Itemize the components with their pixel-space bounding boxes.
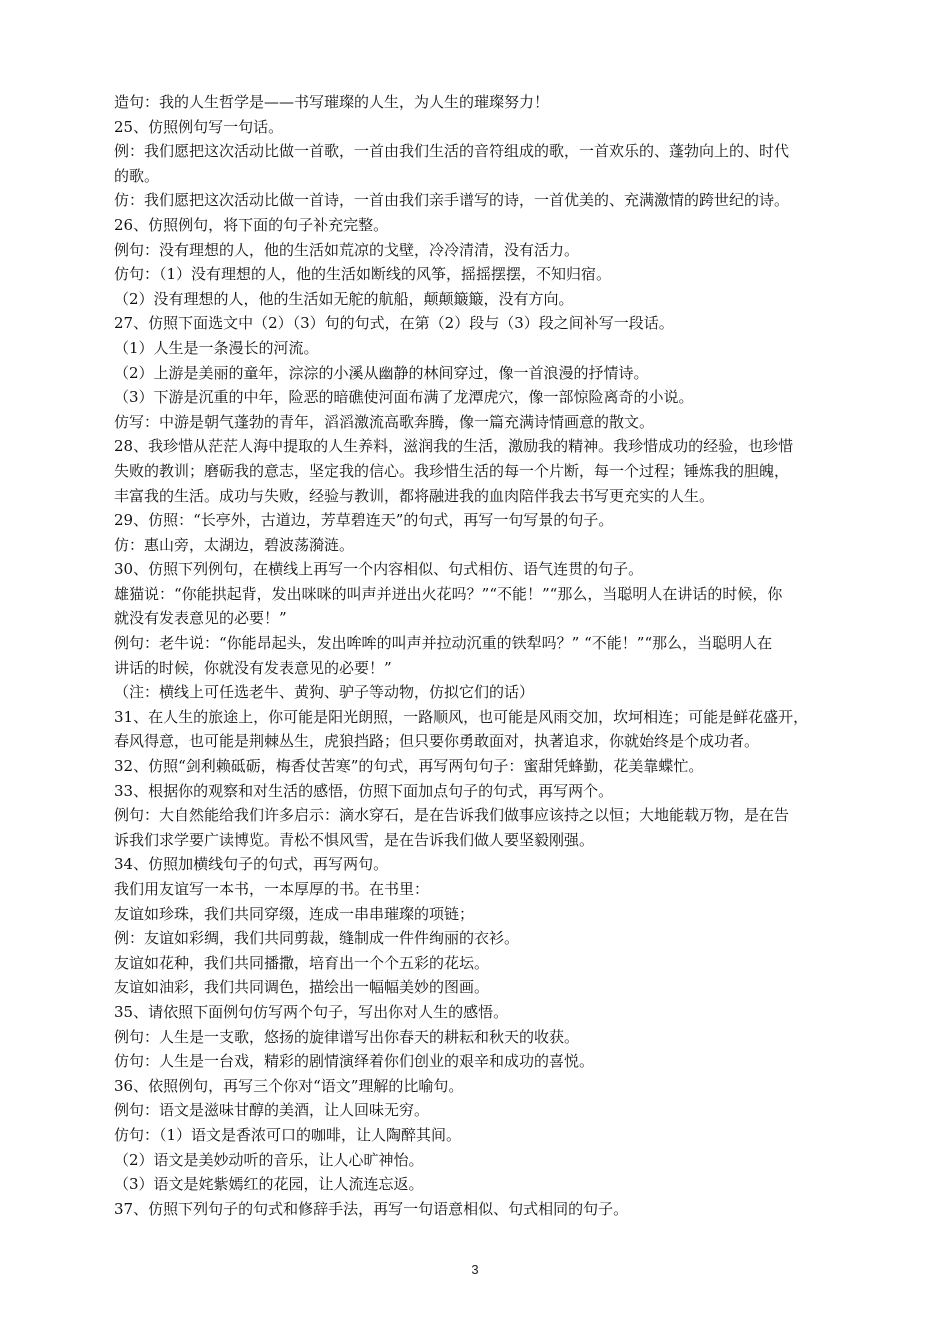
text-line: 36、依照例句，再写三个你对“语文”理解的比喻句。: [114, 1076, 464, 1095]
text-line: 失败的教训；磨砺我的意志，坚定我的信心。我珍惜生活的每一个片断，每一个过程；锤炼我的胆魄，: [114, 461, 790, 480]
text-line: 仿：我们愿把这次活动比做一首诗，一首由我们亲手谱写的诗，一首优美的、充满激情的跨世纪的诗。: [114, 191, 790, 210]
text-line: 29、仿照：“长亭外，古道边，芳草碧连天”的句式，再写一句写景的句子。: [114, 511, 614, 530]
text-line: 我们用友谊写一本书，一本厚厚的书。在书里：: [114, 880, 430, 898]
text-line: 例句：大自然能给我们许多启示：滴水穿石，是在告诉我们做事应该持之以恒；大地能载万物，是在告: [114, 806, 790, 825]
text-line: 的歌。: [114, 166, 160, 185]
text-line: 丰富我的生活。成功与失败，经验与教训，都将融进我的血肉陪伴我去书写更充实的人生。: [114, 486, 715, 505]
text-line: 仿句：（1）没有理想的人，他的生活如断线的风筝，摇摇摆摆，不知归宿。: [114, 265, 612, 284]
text-line: （3）语文是姹紫嫣红的花园，让人流连忘返。: [114, 1175, 424, 1194]
text-line: （3）下游是沉重的中年，险恶的暗礁使河面布满了龙潭虎穴，像一部惊险离奇的小说。: [114, 388, 694, 407]
text-line: 35、请依照下面例句仿写两个句子，写出你对人生的感悟。: [114, 1002, 509, 1021]
text-line: （1）人生是一条漫长的河流。: [114, 338, 319, 357]
text-line: 31、在人生的旅途上，你可能是阳光朗照，一路顺风，也可能是风雨交加，坎坷相连；可能是鲜花盛开，: [114, 707, 809, 726]
text-line: 34、仿照加横线句子的句式，再写两句。: [114, 855, 389, 874]
text-line: 讲话的时候，你就没有发表意见的必要！”: [114, 658, 392, 677]
text-line: 25、仿照例句写一句话。: [114, 117, 284, 136]
text-line: （2）语文是美妙动听的音乐，让人心旷神怡。: [114, 1150, 424, 1169]
text-line: 友谊如珍珠，我们共同穿缀，连成一串串璀璨的项链；: [114, 904, 475, 923]
text-line: 27、仿照下面选文中（2）（3）句的句式，在第（2）段与（3）段之间补写一段话。: [114, 314, 674, 333]
text-line: 37、仿照下列句子的句式和修辞手法，再写一句语意相似、句式相同的句子。: [114, 1199, 629, 1218]
text-line: （2）没有理想的人，他的生活如无舵的航船，颠颠簸簸，没有方向。: [114, 289, 574, 308]
text-line: 仿句：人生是一台戏，精彩的剧情演绎着你们创业的艰辛和成功的喜悦。: [114, 1052, 595, 1071]
text-line: 春风得意，也可能是荆棘丛生，虎狼挡路；但只要你勇敢面对，执著追求，你就始终是个成功者。: [114, 732, 760, 751]
text-line: 例句：语文是滋味甘醇的美酒，让人回味无穷。: [114, 1101, 430, 1120]
document-body: [114, 90, 866, 1221]
text-line: 造句：我的人生哲学是——书写璀璨的人生，为人生的璀璨努力！: [114, 93, 550, 111]
text-line: 例：我们愿把这次活动比做一首歌，一首由我们生活的音符组成的歌，一首欢乐的、蓬勃向上的、时代: [114, 142, 790, 161]
text-line: 友谊如花种，我们共同播撒，培育出一个个五彩的花坛。: [114, 953, 490, 972]
text-line: 30、仿照下列例句，在横线上再写一个内容相似、句式相仿、语气连贯的句子。: [114, 560, 644, 579]
text-line: 33、根据你的观察和对生活的感悟，仿照下面加点句子的句式，再写两个。: [114, 781, 614, 800]
text-line: 友谊如油彩，我们共同调色，描绘出一幅幅美妙的图画。: [114, 978, 490, 997]
text-line: 32、仿照“剑利赖砥砺，梅香仗苦寒”的句式，再写两句句子：蜜甜凭蜂勤，花美靠蝶忙。: [114, 757, 704, 776]
text-line: 雄猫说：“你能拱起背，发出咪咪的叫声并迸出火花吗？”“不能！”“那么，当聪明人在讲话的时候，你: [114, 584, 783, 603]
text-line: 诉我们求学要广读博览。青松不惧风雪，是在告诉我们做人要坚毅刚强。: [114, 830, 595, 849]
text-line: 26、仿照例句，将下面的句子补充完整。: [114, 215, 389, 234]
page-number: 3: [471, 1262, 479, 1277]
text-line: 仿写：中游是朝气蓬勃的青年，滔滔激流高歌奔腾，像一篇充满诗情画意的散文。: [114, 412, 655, 431]
text-line: （2）上游是美丽的童年，淙淙的小溪从幽静的林间穿过，像一首浪漫的抒情诗。: [114, 363, 649, 382]
text-line: 例句：没有理想的人，他的生活如荒凉的戈壁，冷冷清清，没有活力。: [114, 240, 580, 259]
text-line: 例：友谊如彩绸，我们共同剪裁，缝制成一件件绚丽的衣衫。: [114, 929, 520, 948]
text-line: 仿句：（1）语文是香浓可口的咖啡，让人陶醉其间。: [114, 1125, 462, 1144]
text-line: 例句：人生是一支歌，悠扬的旋律谱写出你春天的耕耘和秋天的收获。: [114, 1027, 580, 1046]
text-line: 例句：老牛说：“你能昂起头，发出哞哞的叫声并拉动沉重的铁犁吗？” “不能！”“那么，当聪明人在: [114, 634, 773, 653]
text-line: 28、我珍惜从茫茫人海中提取的人生养料，滋润我的生活，激励我的精神。我珍惜成功的经验，也珍惜: [114, 437, 794, 456]
text-line: （注：横线上可任选老牛、黄狗、驴子等动物，仿拟它们的话）: [114, 683, 535, 702]
text-line: 仿：惠山旁，太湖边，碧波荡漪涟。: [114, 535, 355, 554]
text-line: 就没有发表意见的必要！”: [114, 609, 287, 628]
